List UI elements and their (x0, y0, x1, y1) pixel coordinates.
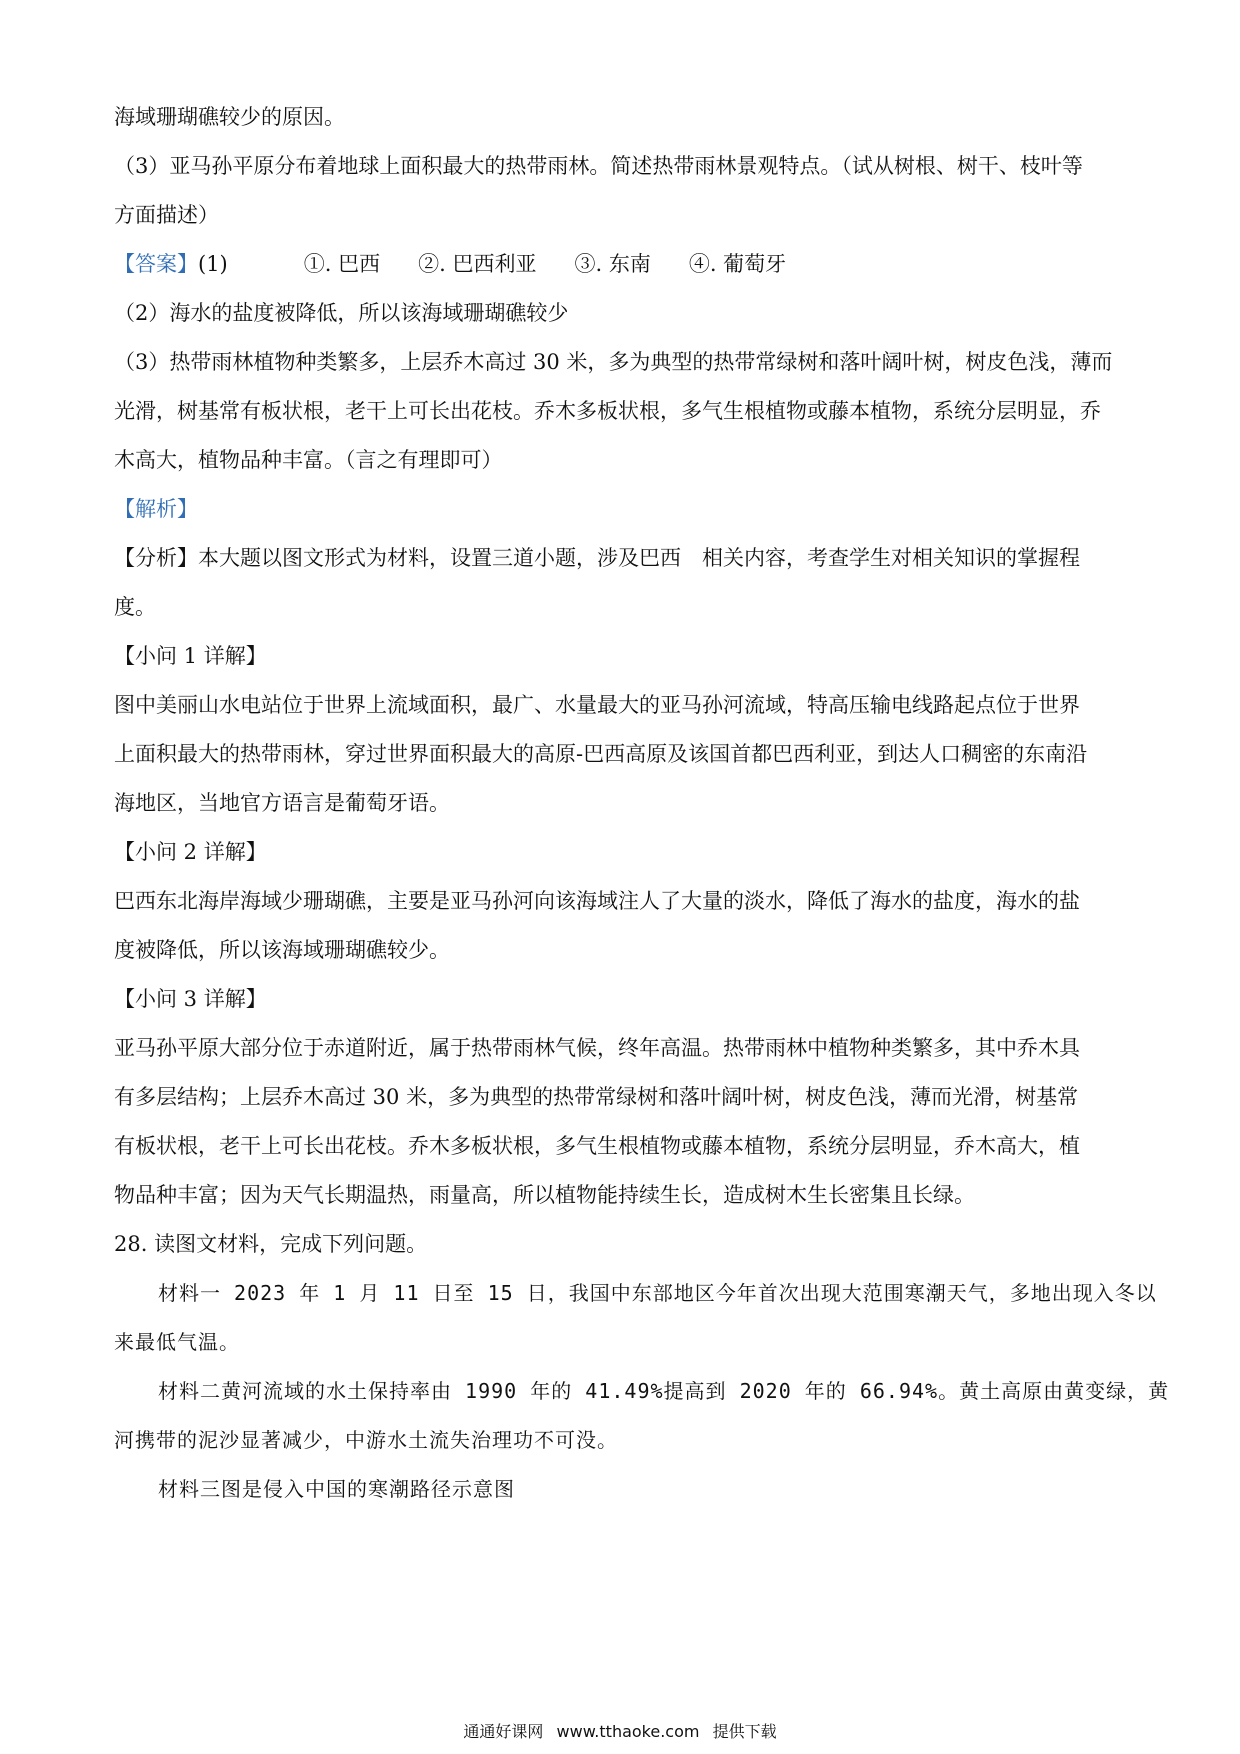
footer-site-name: 通通好课网 (463, 1722, 544, 1741)
text-line: 亚马孙平原大部分位于赤道附近，属于热带雨林气候，终年高温。热带雨林中植物种类繁多，其中乔木具 (114, 1036, 1080, 1060)
text-line: 巴西东北海岸海域少珊瑚礁，主要是亚马孙河向该海域注人了大量的淡水，降低了海水的盐度，海水的盐 (114, 889, 1080, 913)
text-line: 物品种丰富；因为天气长期温热，雨量高，所以植物能持续生长，造成树木生长密集且长绿。 (114, 1183, 975, 1207)
footer-suffix: 提供下载 (712, 1722, 777, 1741)
answer-option: ③. 东南 (574, 252, 651, 276)
document-body (114, 93, 1170, 1514)
answer-line (114, 240, 1128, 289)
subquestion-1-heading: 【小问 1 详解】 (114, 644, 267, 668)
material-3: 材料三图是侵入中国的寒潮路径示意图 (158, 1477, 515, 1501)
question-28-heading: 28. 读图文材料，完成下列问题。 (114, 1232, 428, 1256)
answer-option: ④. 葡萄牙 (688, 252, 787, 276)
analysis-summary: 【分析】本大题以图文形式为材料，设置三道小题，涉及巴西 相关内容，考查学生对相关知识的掌握程 (114, 546, 1080, 570)
answer-2: （2）海水的盐度被降低，所以该海域珊瑚礁较少 (114, 301, 569, 325)
text-line: 有板状根，老干上可长出花枝。乔木多板状根，多气生根植物或藤本植物，系统分层明显，乔木高大，植 (114, 1134, 1080, 1158)
text-line: 海地区，当地官方语言是葡萄牙语。 (114, 791, 450, 815)
text-line: 光滑，树基常有板状根，老干上可长出花枝。乔木多板状根，多气生根植物或藤本植物，系统分层明显，乔 (114, 399, 1101, 423)
answer-3: （3）热带雨林植物种类繁多，上层乔木高过 30 米，多为典型的热带常绿树和落叶阔叶树，树皮色浅，薄而 (114, 350, 1113, 374)
subquestion-2-heading: 【小问 2 详解】 (114, 840, 267, 864)
text-line: 有多层结构；上层乔木高过 30 米，多为典型的热带常绿树和落叶阔叶树，树皮色浅，薄而光滑，树基常 (114, 1085, 1079, 1109)
text-line: 度。 (114, 595, 156, 619)
subquestion-3-heading: 【小问 3 详解】 (114, 987, 267, 1011)
question-3-prompt: （3）亚马孙平原分布着地球上面积最大的热带雨林。简述热带雨林景观特点。（试从树根、树干、枝叶等 (114, 154, 1083, 178)
text-line: 上面积最大的热带雨林，穿过世界面积最大的高原-巴西高原及该国首都巴西利亚，到达人口稠密的东南沿 (114, 742, 1088, 766)
page-footer (0, 1722, 1240, 1742)
text-line: 来最低气温。 (114, 1330, 240, 1354)
text-line: 河携带的泥沙显著减少，中游水土流失治理功不可没。 (114, 1428, 618, 1452)
text-line: 方面描述） (114, 203, 219, 227)
answer-option: ①. 巴西 (303, 252, 381, 276)
answer-number: (1) (198, 252, 228, 276)
footer-url[interactable]: www.tthaoke.com (556, 1722, 700, 1741)
text-line: 图中美丽山水电站位于世界上流域面积，最广、水量最大的亚马孙河流域，特高压输电线路起点位于世界 (114, 693, 1080, 717)
analysis-tag: 【解析】 (114, 497, 198, 521)
answer-tag: 【答案】 (114, 252, 198, 276)
material-2: 材料二黄河流域的水土保持率由 1990 年的 41.49%提高到 2020 年的 66.94%。黄土高原由黄变绿，黄 (158, 1379, 1170, 1403)
text-line: 海域珊瑚礁较少的原因。 (114, 105, 345, 129)
text-line: 木高大，植物品种丰富。（言之有理即可） (114, 448, 503, 472)
answer-option: ②. 巴西利亚 (418, 252, 537, 276)
text-line: 度被降低，所以该海域珊瑚礁较少。 (114, 938, 450, 962)
material-1: 材料一 2023 年 1 月 11 日至 15 日，我国中东部地区今年首次出现大范围寒潮天气，多地出现入冬以 (158, 1281, 1157, 1305)
